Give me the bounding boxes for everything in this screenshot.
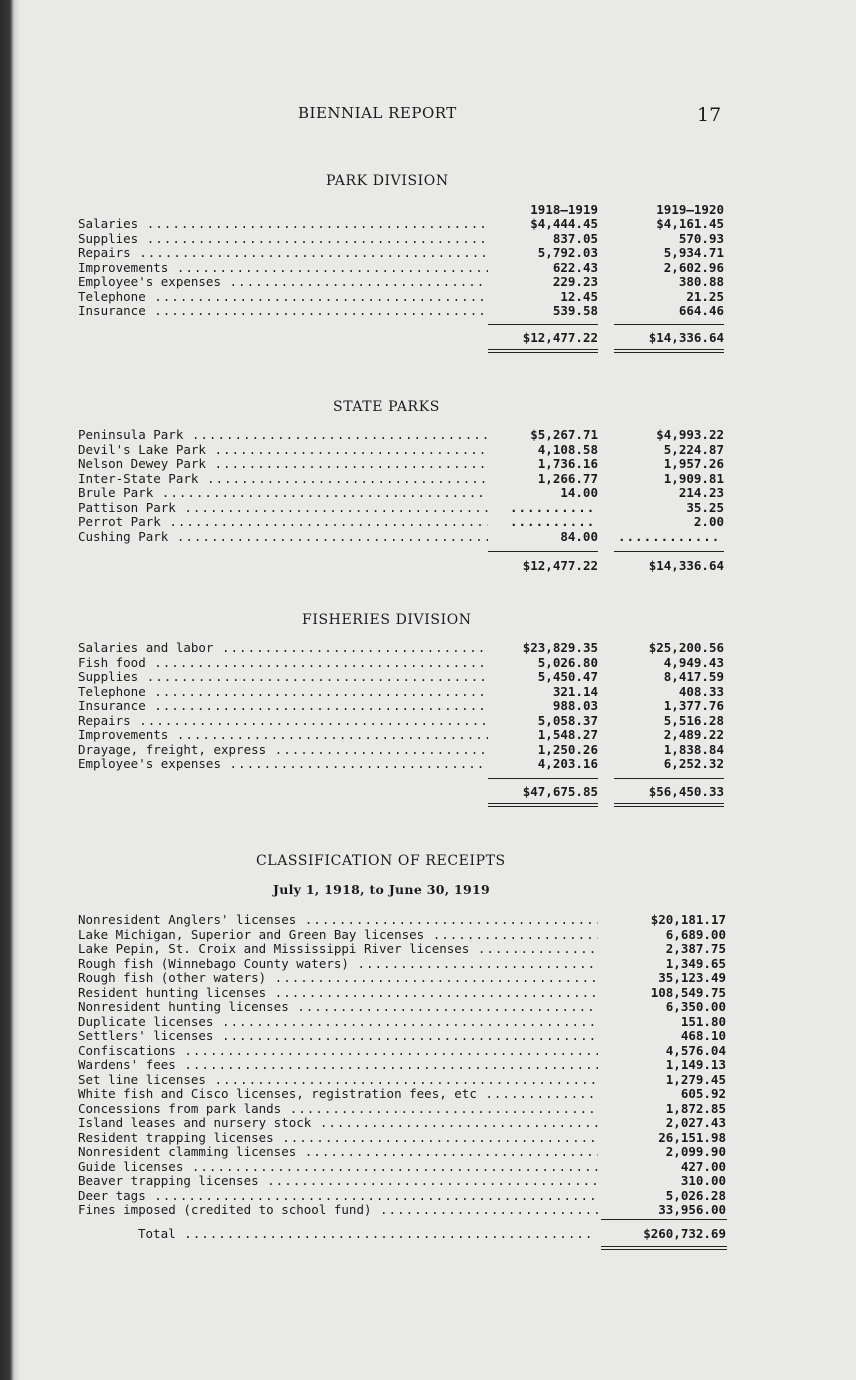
park-division-row-value-1919: 380.88 [678, 274, 724, 289]
state-parks-total-1918: $12,477.22 [522, 558, 598, 573]
park-subtotal-rule-1 [488, 324, 598, 325]
fisheries-row-value-1918: 5,026.80 [537, 654, 598, 670]
park-division-title: PARK DIVISION [326, 173, 449, 189]
receipts-row-value: 2,099.90 [665, 1144, 726, 1159]
state-parks-row-value-1918: 4,108.58 [537, 441, 598, 457]
receipts-row-label: Guide licenses ..... [78, 1160, 598, 1175]
fish-subtotal-rule-2 [614, 778, 724, 779]
page-binding-edge [0, 0, 20, 1380]
state-parks-row-value-1918: 14.00 [560, 485, 598, 500]
fisheries-row-value-1919: 8,417.59 [663, 669, 724, 684]
state-parks-row-value-1919: 35.25 [686, 499, 724, 515]
receipts-row-label: White fish and Cisco licenses, registration fees, etc ..... [78, 1087, 598, 1102]
state-parks-row-value-1919: $4,993.22 [656, 427, 724, 442]
fisheries-row-value-1919: 5,516.28 [663, 712, 724, 728]
fisheries-row-value-1918: 321.14 [552, 683, 598, 699]
fisheries-row-label: Improvements ..... [78, 728, 488, 743]
fish-total-double-rule-2 [614, 803, 724, 807]
receipts-row-label: Nonresident clamming licenses ..... [78, 1145, 598, 1160]
state-parks-title: STATE PARKS [333, 399, 440, 415]
fisheries-row-value-1919: 6,252.32 [663, 756, 724, 771]
state-parks-row-value-1918: .......... [510, 515, 596, 529]
fisheries-row-label: Employee's expenses ..... [78, 757, 488, 772]
park-division-row-value-1919: 664.46 [678, 303, 724, 318]
receipts-row-label: Nonresident hunting licenses ..... [78, 1000, 598, 1015]
park-division-row-value-1918: 539.58 [552, 303, 598, 318]
park-division-row-value-1919: 5,934.71 [663, 245, 724, 260]
state-parks-row-label: Pattison Park ..... [78, 501, 488, 516]
fisheries-row-label: Insurance ..... [78, 699, 488, 714]
receipts-row-label: Nonresident Anglers' licenses ..... [78, 913, 598, 928]
receipts-subtotal-rule [601, 1219, 727, 1220]
park-division-row-value-1919: $4,161.45 [656, 216, 724, 231]
park-division-row-label: Telephone ..... [78, 290, 488, 305]
receipts-row-value: 310.00 [680, 1173, 726, 1188]
state-parks-row-label: Perrot Park ..... [78, 515, 488, 530]
receipts-total-label: Total ..... [138, 1227, 596, 1242]
state-parks-row-value-1919: ............ [618, 529, 721, 544]
fisheries-row-label: Repairs ..... [78, 714, 488, 729]
receipts-row-value: $20,181.17 [650, 912, 726, 927]
receipts-row-label: Rough fish (Winnebago County waters) ..... [78, 957, 598, 972]
state-parks-row-value-1918: 1,736.16 [537, 456, 598, 471]
fish-subtotal-rule-1 [488, 778, 598, 779]
fisheries-division-title: FISHERIES DIVISION [302, 612, 472, 628]
fisheries-row-value-1919: 1,377.76 [663, 698, 724, 713]
fisheries-row-value-1919: $25,200.56 [648, 640, 724, 655]
receipts-row-value: 1,872.85 [665, 1100, 726, 1116]
receipts-row-label: Wardens' fees ..... [78, 1058, 598, 1073]
receipts-row-label: Set line licenses ..... [78, 1073, 598, 1088]
park-subtotal-rule-2 [614, 324, 724, 325]
state-parks-row-value-1919: 5,224.87 [663, 441, 724, 457]
receipts-row-value: 35,123.49 [658, 970, 726, 985]
fisheries-row-label: Telephone ..... [78, 685, 488, 700]
fisheries-row-label: Drayage, freight, express ..... [78, 743, 488, 758]
receipts-row-label: Duplicate licenses ..... [78, 1015, 598, 1030]
park-division-row-label: Salaries ..... [78, 217, 488, 232]
receipts-row-value: 1,279.45 [665, 1071, 726, 1087]
receipts-row-label: Lake Pepin, St. Croix and Mississippi River licenses ..... [78, 942, 598, 957]
receipts-row-label: Rough fish (other waters) ..... [78, 971, 598, 986]
receipts-row-value: 427.00 [680, 1158, 726, 1174]
receipts-total-double-rule [601, 1246, 727, 1250]
park-division-row-label: Improvements ..... [78, 261, 488, 276]
page-number: 17 [697, 104, 722, 126]
state-parks-row-value-1918: 84.00 [560, 528, 598, 544]
state-subtotal-rule-2 [614, 551, 724, 552]
state-parks-row-value-1918: .......... [510, 500, 596, 515]
park-division-total-1919: $14,336.64 [648, 330, 724, 345]
fisheries-row-value-1918: 4,203.16 [537, 756, 598, 771]
park-division-row-label: Employee's expenses ..... [78, 275, 488, 290]
receipts-row-value: 1,149.13 [665, 1057, 726, 1072]
park-division-col1-header: 1918—1919 [530, 202, 598, 217]
receipts-title: CLASSIFICATION OF RECEIPTS [256, 853, 506, 869]
fisheries-row-label: Supplies ..... [78, 670, 488, 685]
fisheries-row-value-1919: 1,838.84 [663, 741, 724, 757]
receipts-row-value: 6,689.00 [665, 926, 726, 942]
receipts-row-value: 468.10 [680, 1028, 726, 1043]
receipts-row-value: 108,549.75 [650, 984, 726, 1000]
receipts-row-label: Deer tags ..... [78, 1189, 598, 1204]
park-division-row-value-1919: 2,602.96 [663, 259, 724, 275]
running-header: BIENNIAL REPORT [298, 104, 457, 122]
state-parks-row-label: Devil's Lake Park ..... [78, 443, 488, 458]
park-total-double-rule-1 [488, 349, 598, 353]
fisheries-row-value-1918: 1,250.26 [537, 741, 598, 757]
receipts-row-value: 2,027.43 [665, 1115, 726, 1130]
receipts-row-label: Lake Michigan, Superior and Green Bay licenses ..... [78, 928, 598, 943]
fisheries-row-value-1919: 2,489.22 [663, 727, 724, 742]
park-division-row-value-1918: 5,792.03 [537, 245, 598, 260]
park-division-row-value-1918: 12.45 [560, 288, 598, 304]
fisheries-row-value-1918: 5,058.37 [537, 712, 598, 728]
park-division-row-label: Insurance ..... [78, 304, 488, 319]
receipts-row-label: Resident trapping licenses ..... [78, 1131, 598, 1146]
state-parks-row-label: Peninsula Park ..... [78, 428, 488, 443]
park-division-row-value-1918: 622.43 [552, 259, 598, 275]
fisheries-row-value-1919: 408.33 [678, 683, 724, 699]
park-division-row-label: Repairs ..... [78, 246, 488, 261]
park-division-row-value-1919: 570.93 [678, 230, 724, 246]
fisheries-row-value-1919: 4,949.43 [663, 654, 724, 670]
receipts-row-value: 6,350.00 [665, 999, 726, 1014]
fisheries-row-value-1918: 1,548.27 [537, 727, 598, 742]
fisheries-row-value-1918: 5,450.47 [537, 669, 598, 684]
park-division-row-value-1918: 229.23 [552, 274, 598, 289]
receipts-row-label: Confiscations ..... [78, 1044, 598, 1059]
park-division-row-value-1918: $4,444.45 [530, 216, 598, 231]
park-division-col2-header: 1919—1920 [656, 202, 724, 217]
state-parks-row-label: Cushing Park ..... [78, 530, 488, 545]
receipts-period-subtitle: July 1, 1918, to June 30, 1919 [273, 882, 491, 897]
receipts-row-value: 605.92 [680, 1086, 726, 1101]
fisheries-total-1919: $56,450.33 [648, 784, 724, 799]
state-parks-row-label: Brule Park ..... [78, 486, 488, 501]
fisheries-row-label: Fish food ..... [78, 656, 488, 671]
state-parks-row-value-1919: 214.23 [678, 485, 724, 500]
park-total-double-rule-2 [614, 349, 724, 353]
state-parks-row-value-1919: 1,909.81 [663, 470, 724, 486]
state-parks-row-value-1919: 1,957.26 [663, 456, 724, 471]
state-parks-row-value-1919: 2.00 [693, 514, 724, 529]
state-subtotal-rule-1 [488, 551, 598, 552]
receipts-row-value: 2,387.75 [665, 941, 726, 956]
fisheries-total-1918: $47,675.85 [522, 784, 598, 799]
receipts-row-label: Concessions from park lands ..... [78, 1102, 598, 1117]
park-division-row-value-1918: 837.05 [552, 230, 598, 246]
receipts-row-label: Fines imposed (credited to school fund) ..... [78, 1203, 598, 1218]
receipts-row-value: 1,349.65 [665, 955, 726, 971]
receipts-row-value: 5,026.28 [665, 1187, 726, 1203]
state-parks-row-value-1918: 1,266.77 [537, 470, 598, 486]
receipts-row-label: Island leases and nursery stock ..... [78, 1116, 598, 1131]
state-parks-row-value-1918: $5,267.71 [530, 427, 598, 442]
fisheries-row-value-1918: $23,829.35 [522, 640, 598, 655]
state-parks-row-label: Nelson Dewey Park ..... [78, 457, 488, 472]
receipts-row-value: 33,956.00 [658, 1202, 726, 1217]
receipts-total-value: $260,732.69 [643, 1226, 726, 1241]
state-parks-row-label: Inter-State Park ..... [78, 472, 488, 487]
park-division-row-value-1919: 21.25 [686, 288, 724, 304]
receipts-row-value: 26,151.98 [658, 1129, 726, 1145]
fisheries-row-label: Salaries and labor ..... [78, 641, 488, 656]
fisheries-row-value-1918: 988.03 [552, 698, 598, 713]
receipts-row-label: Settlers' licenses ..... [78, 1029, 598, 1044]
park-division-row-label: Supplies ..... [78, 232, 488, 247]
fish-total-double-rule-1 [488, 803, 598, 807]
state-parks-total-1919: $14,336.64 [648, 558, 724, 573]
receipts-row-label: Resident hunting licenses ..... [78, 986, 598, 1001]
receipts-row-value: 151.80 [680, 1013, 726, 1029]
receipts-row-value: 4,576.04 [665, 1042, 726, 1058]
receipts-row-label: Beaver trapping licenses ..... [78, 1174, 598, 1189]
park-division-total-1918: $12,477.22 [522, 330, 598, 345]
